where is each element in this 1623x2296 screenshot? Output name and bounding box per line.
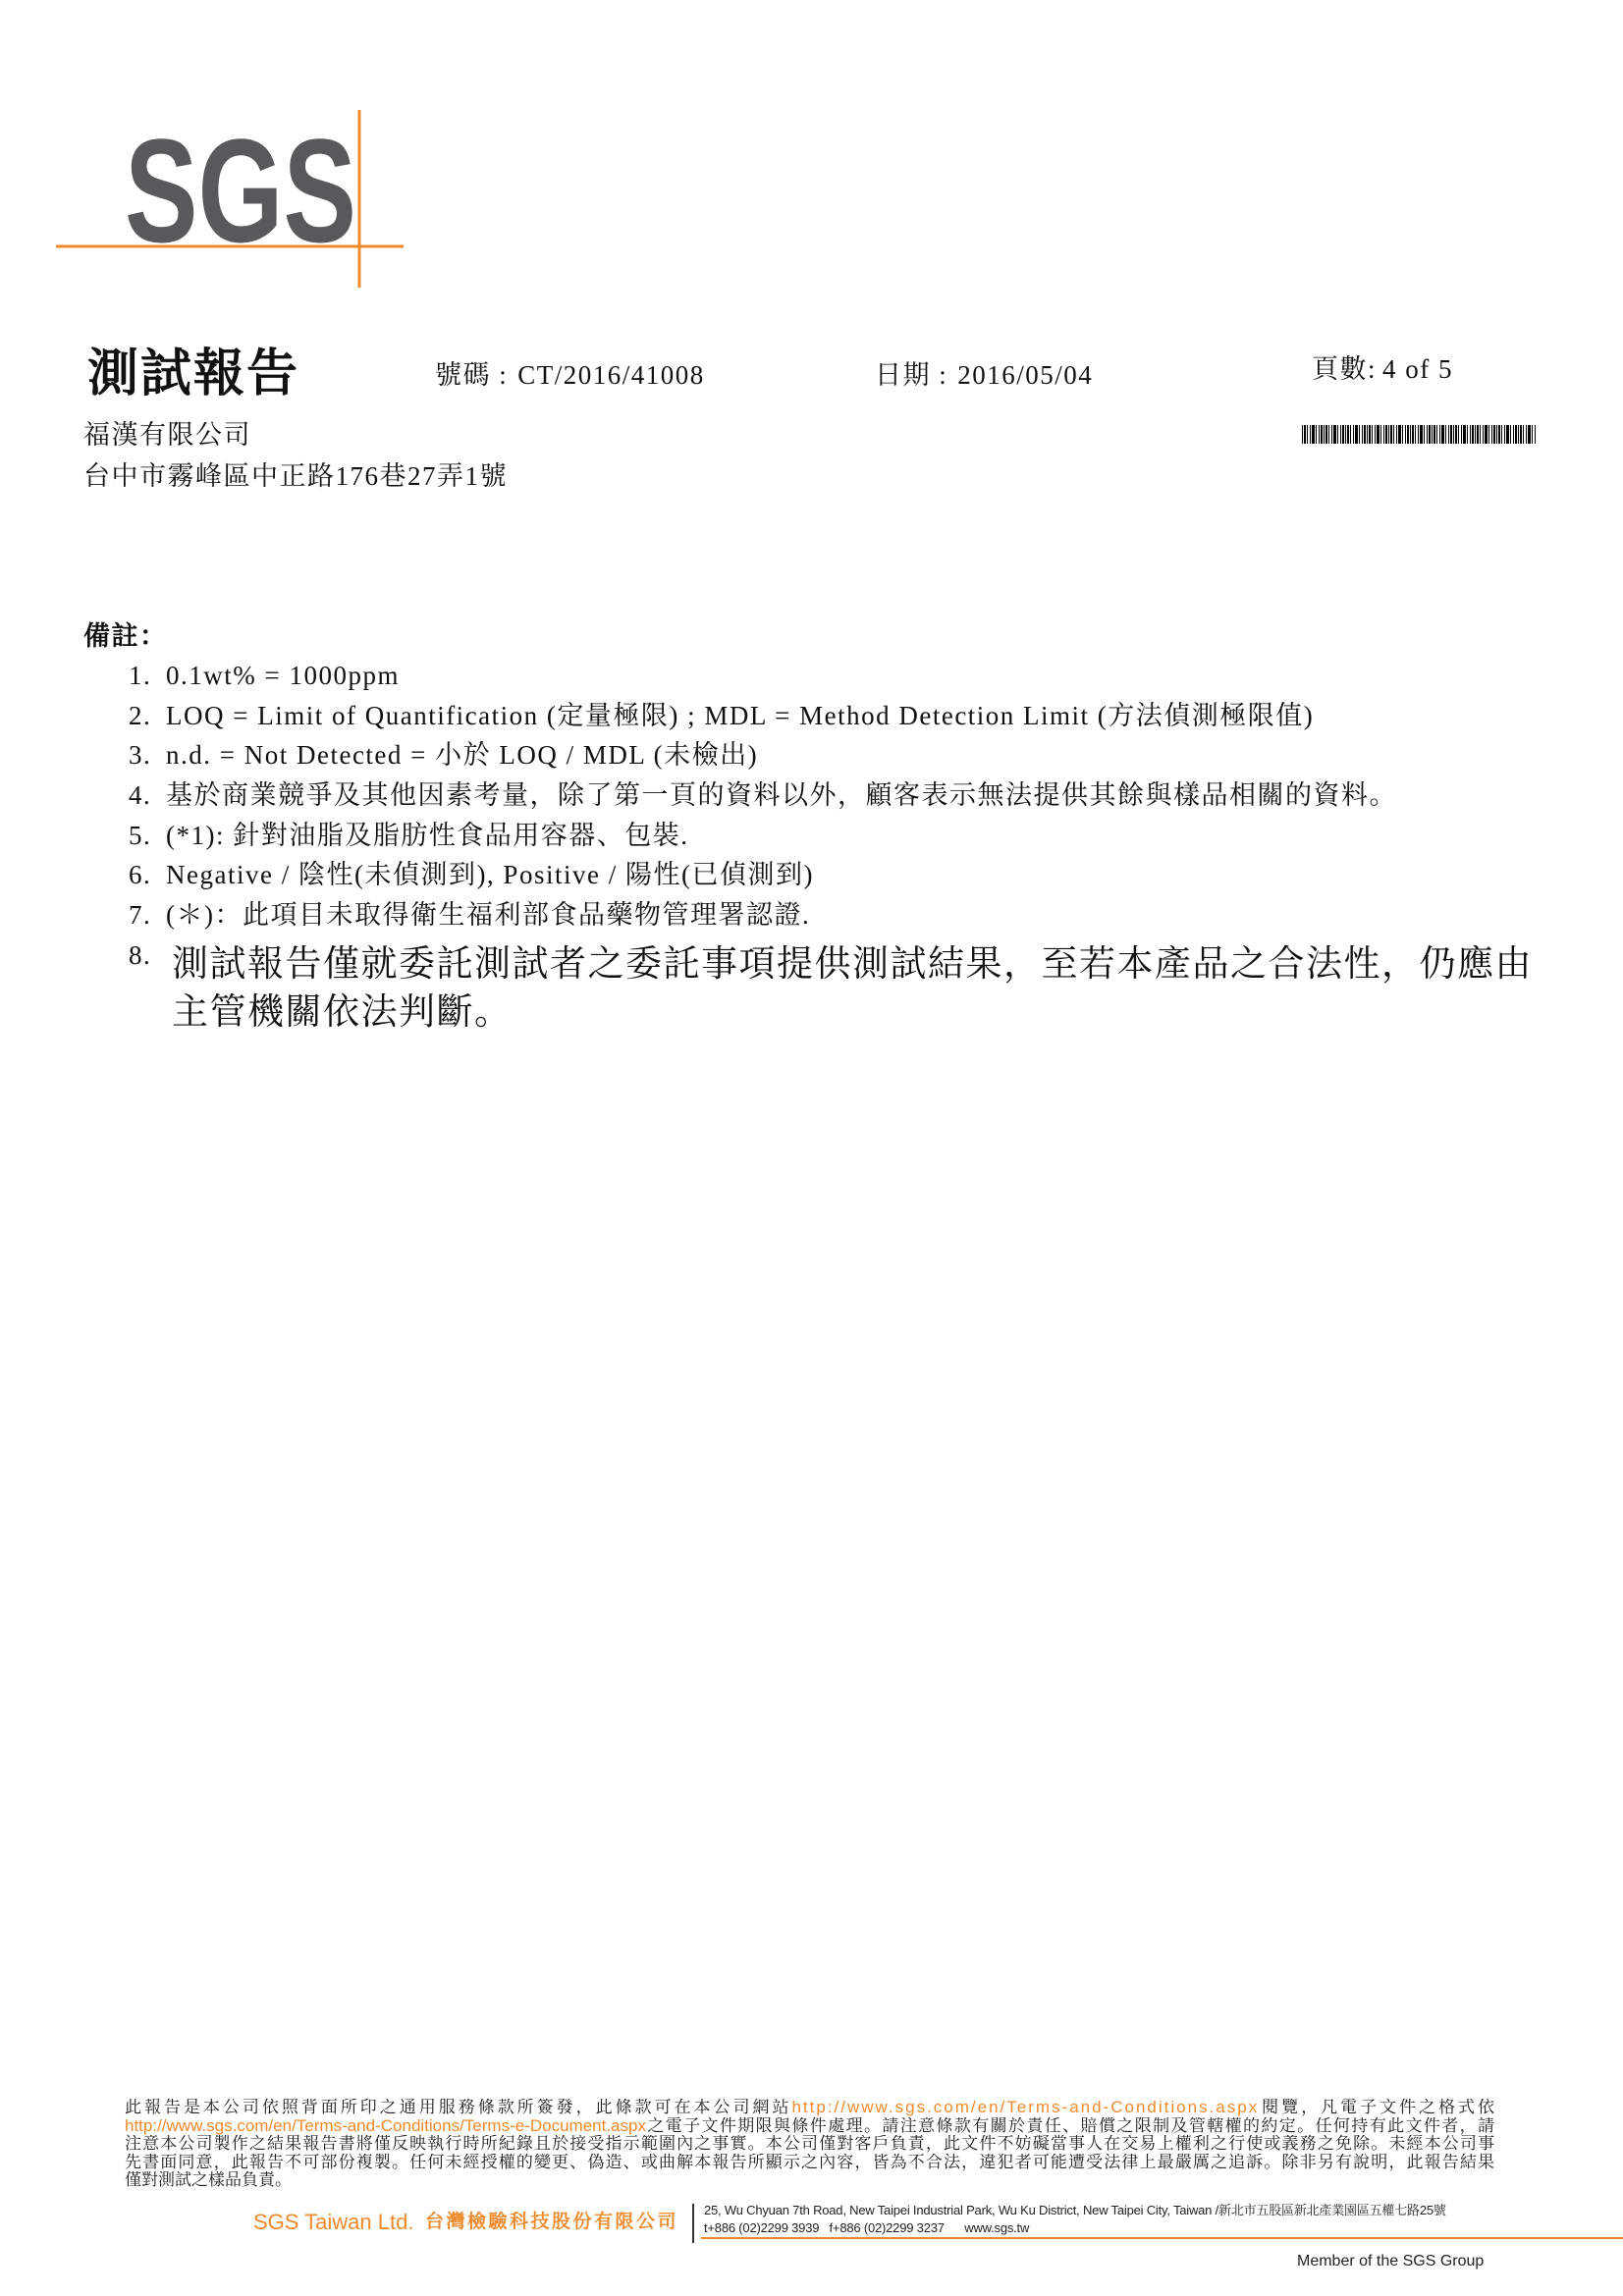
barcode xyxy=(1302,425,1537,444)
client-name: 福漢有限公司 xyxy=(83,420,251,450)
page-count xyxy=(1312,349,1453,389)
note-text: Negative / 陰性(未偵測到), Positive / 陽性(已偵測到) xyxy=(166,860,814,890)
report-date-label: 日期 : xyxy=(875,360,948,390)
disclaimer-text: 閱覽，凡電子文件之格式依 xyxy=(1259,2099,1494,2116)
footer-address: 25, Wu Chyuan 7th Road, New Taipei Industrial Park, Wu Ku District, New Taipei City, Taiwan /新北市五股區新北產業園區五權七路25號 xyxy=(704,2203,1446,2217)
disclaimer-text: 此報告是本公司依照背面所印之通用服務條款所簽發，此條款可在本公司網站 xyxy=(125,2099,792,2116)
disclaimer-line: 僅對測試之樣品負責。 xyxy=(125,2171,292,2189)
note-number: 5. xyxy=(129,820,152,850)
terms-e-document-link[interactable]: http://www.sgs.com/en/Terms-and-Conditions/Terms-e-Document.aspx xyxy=(125,2116,646,2135)
disclaimer-text: 之電子文件期限與條件處理。請注意條款有關於責任、賠償之限制及管轄權的約定。任何持有此文件者，請 xyxy=(645,2116,1494,2135)
legal-statement-line: 測試報告僅就委託測試者之委託事項提供測試結果，至若本產品之合法性，仍應由 xyxy=(172,943,1533,985)
page-count-value: 4 of 5 xyxy=(1382,354,1454,384)
report-number xyxy=(435,355,705,395)
note-text: LOQ = Limit of Quantification (定量極限) ; MDL = Method Detection Limit (方法偵測極限值) xyxy=(166,700,1315,730)
report-date xyxy=(875,355,1093,395)
note-text: 基於商業競爭及其他因素考量，除了第一頁的資料以外，顧客表示無法提供其餘與樣品相關的資料。 xyxy=(166,780,1397,811)
notes-heading: 備註： xyxy=(83,621,168,651)
disclaimer-line xyxy=(125,2099,1494,2117)
note-item-legal-statement xyxy=(129,935,1533,1037)
client-address: 台中市霧峰區中正路176巷27弄1號 xyxy=(83,461,508,491)
footer-company-chinese: 台灣檢驗科技股份有限公司 xyxy=(425,2212,679,2232)
notes-list xyxy=(129,656,1533,1037)
sgs-logo xyxy=(0,0,422,304)
footer-divider xyxy=(692,2204,694,2243)
report-number-label: 號碼 : xyxy=(435,360,509,390)
note-item xyxy=(129,775,1533,816)
note-item xyxy=(129,656,1533,696)
footer-rule xyxy=(701,2237,1623,2239)
footer-member-note: Member of the SGS Group xyxy=(1297,2253,1485,2269)
footer-contact: t+886 (02)2299 3939 f+886 (02)2299 3237 www.sgs.tw xyxy=(704,2220,1030,2235)
note-number: 1. xyxy=(129,661,152,690)
note-number: 8. xyxy=(129,939,152,970)
note-item xyxy=(129,735,1533,775)
note-item xyxy=(129,855,1533,895)
footer-company-english: SGS Taiwan Ltd. xyxy=(253,2210,414,2234)
disclaimer-line: 注意本公司製作之結果報告書將僅反映執行時所紀錄且於接受指示範圍內之事實。本公司僅對客戶負責，此文件不妨礙當事人在交易上權利之行使或義務之免除。未經本公司事 xyxy=(125,2135,1494,2153)
logo-lettering: SGS xyxy=(125,108,356,273)
note-number: 6. xyxy=(129,860,152,890)
legal-statement xyxy=(172,935,1533,1037)
note-number: 3. xyxy=(129,740,152,771)
report-number-value: CT/2016/41008 xyxy=(517,360,705,390)
note-text: n.d. = Not Detected = 小於 LOQ / MDL (未檢出) xyxy=(166,740,759,771)
note-text: (*1): 針對油脂及脂肪性食品用容器、包裝. xyxy=(166,820,689,850)
report-date-value: 2016/05/04 xyxy=(957,360,1094,390)
note-item xyxy=(129,696,1533,736)
disclaimer-line: 先書面同意，此報告不可部份複製。任何未經授權的變更、偽造、或曲解本報告所顯示之內容，皆為不合法，違犯者可能遭受法律上最嚴厲之追訴。除非另有說明，此報告結果 xyxy=(125,2153,1494,2171)
report-title: 測試報告 xyxy=(87,347,300,402)
note-item xyxy=(129,816,1533,856)
legal-statement-line: 主管機關依法判斷。 xyxy=(172,991,513,1033)
note-number: 2. xyxy=(129,700,152,730)
note-item xyxy=(129,895,1533,935)
note-text: 0.1wt% = 1000ppm xyxy=(166,661,400,690)
note-number: 4. xyxy=(129,780,152,811)
note-number: 7. xyxy=(129,900,152,931)
terms-link[interactable]: http://www.sgs.com/en/Terms-and-Conditions.aspx xyxy=(791,2099,1260,2116)
disclaimer-line xyxy=(125,2117,1494,2136)
footer-disclaimer xyxy=(125,2099,1494,2190)
note-text: (＊)：此項目未取得衛生福利部食品藥物管理署認證. xyxy=(166,900,811,931)
page-count-label: 頁數: xyxy=(1312,354,1378,384)
